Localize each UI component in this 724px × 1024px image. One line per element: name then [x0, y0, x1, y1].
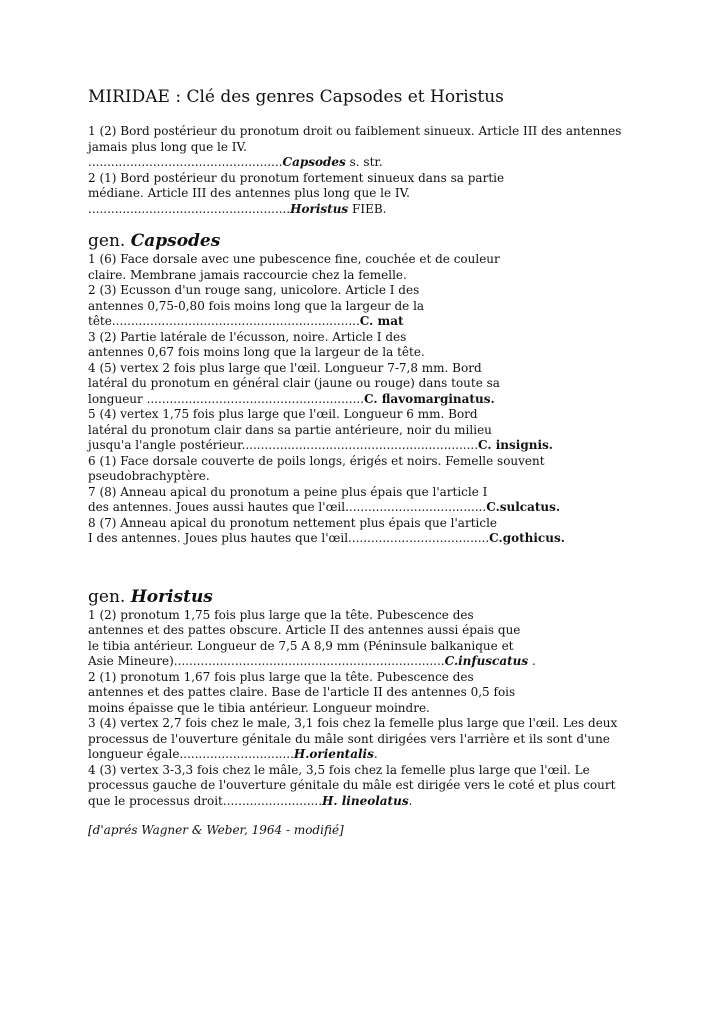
key-line: [88, 299, 648, 315]
key-line-text: claire. Membrane jamais raccourcie chez la femelle.: [88, 267, 407, 282]
taxon-name: C. mat: [359, 314, 404, 328]
taxon-suffix: FIEB.: [348, 201, 387, 216]
key-line-text: Asie Mineure).......................................................................: [88, 654, 445, 668]
key-line: [88, 608, 648, 624]
key-line: [88, 392, 648, 408]
key-line: [88, 454, 648, 470]
key-line: [88, 330, 648, 346]
document-page: [88, 86, 648, 837]
key-line-text: .....................................................: [88, 201, 291, 216]
key-line-text: antennes 0,67 fois moins long que la largeur de la tête.: [88, 345, 425, 359]
key-line-text: 6 (1) Face dorsale couverte de poils longs, érigés et noirs. Femelle souvent: [88, 453, 545, 468]
key-line-text: processus de l'ouverture génitale du mâle sont dirigées vers l'arrière et ils sont d'une: [88, 731, 610, 746]
key-line: [88, 685, 648, 701]
key-line-text: ...................................................: [88, 155, 283, 169]
key-line: [88, 407, 648, 423]
taxon-name: C. insignis.: [478, 438, 553, 452]
taxon-suffix: .: [373, 747, 378, 761]
capsodes-heading: [88, 230, 648, 252]
key-line-text: 1 (2) Bord postérieur du pronotum droit ou faiblement sinueux. Article III des antennes: [88, 124, 622, 138]
key-line-text: 2 (1) Bord postérieur du pronotum fortement sinueux dans sa partie: [88, 170, 505, 185]
taxon-name: Horistus: [290, 201, 349, 216]
capsodes-heading-prefix: gen.: [88, 231, 131, 251]
horistus-key: [88, 608, 648, 810]
key-line: [88, 438, 648, 454]
horistus-heading-prefix: gen.: [88, 586, 131, 607]
key-line: [88, 186, 648, 202]
key-line-text: antennes 0,75-0,80 fois moins long que la largeur de la: [88, 298, 425, 313]
key-line: [88, 701, 648, 717]
key-line: [88, 670, 648, 686]
key-line-text: 1 (6) Face dorsale avec une pubescence fine, couchée et de couleur: [88, 252, 500, 266]
key-line: [88, 639, 648, 655]
key-line-text: jusqu'a l'angle postérieur..............................................................: [88, 438, 479, 452]
key-line: [88, 202, 648, 218]
key-line: [88, 654, 648, 670]
key-line-text: des antennes. Joues aussi hautes que l'œil.....................................: [88, 500, 487, 514]
key-line-text: longueur égale..............................: [88, 747, 294, 761]
key-line-text: que le processus droit..........................: [88, 793, 323, 808]
key-line: [88, 747, 648, 763]
key-line-text: le tibia antérieur. Longueur de 7,5 A 8,9 mm (Péninsule balkanique et: [88, 638, 514, 653]
key-line: [88, 124, 648, 140]
key-line-text: 4 (3) vertex 3-3,3 fois chez le mâle, 3,5 fois chez la femelle plus large que l'œil. Le: [88, 762, 590, 777]
taxon-name: C.infuscatus: [444, 654, 529, 668]
key-line: [88, 283, 648, 299]
key-line: [88, 531, 648, 547]
key-line: [88, 732, 648, 748]
genera-key: [88, 124, 648, 217]
key-line-text: I des antennes. Joues plus hautes que l'œil.....................................: [88, 531, 490, 545]
horistus-heading: [88, 586, 648, 608]
taxon-name: H.orientalis: [293, 747, 374, 761]
key-line-text: médiane. Article III des antennes plus long que le IV.: [88, 186, 410, 200]
taxon-name: Capsodes: [282, 155, 346, 169]
capsodes-key: [88, 252, 648, 547]
capsodes-heading-name: Capsodes: [130, 231, 221, 251]
key-line: [88, 778, 648, 794]
key-line-text: pseudobrachyptère.: [88, 469, 210, 483]
key-line: [88, 763, 648, 779]
key-line: [88, 252, 648, 268]
key-line-text: tête.................................................................: [88, 314, 360, 328]
taxon-suffix: .: [528, 654, 536, 668]
key-line: [88, 345, 648, 361]
key-line: [88, 376, 648, 392]
key-line: [88, 361, 648, 377]
key-line: [88, 469, 648, 485]
taxon-name: C.sulcatus.: [486, 500, 561, 514]
horistus-heading-name: Horistus: [130, 586, 213, 607]
key-line: [88, 155, 648, 171]
key-line-text: 3 (2) Partie latérale de l'écusson, noire. Article I des: [88, 329, 407, 344]
key-line-text: 3 (4) vertex 2,7 fois chez le male, 3,1 fois chez la femelle plus large que l'œil. Les deux: [88, 716, 618, 730]
key-line-text: 7 (8) Anneau apical du pronotum a peine plus épais que l'article I: [88, 484, 488, 499]
key-line-text: 5 (4) vertex 1,75 fois plus large que l'œil. Longueur 6 mm. Bord: [88, 407, 478, 421]
taxon-name: C.gothicus.: [489, 531, 565, 545]
key-line: [88, 516, 648, 532]
key-line-text: longueur .........................................................: [88, 391, 365, 406]
key-line: [88, 500, 648, 516]
key-line-text: latéral du pronotum clair dans sa partie antérieure, noir du milieu: [88, 422, 492, 437]
taxon-suffix: s. str.: [345, 155, 383, 169]
key-line: [88, 623, 648, 639]
key-line: [88, 423, 648, 439]
key-line: [88, 171, 648, 187]
source-citation: [d'aprés Wagner & Weber, 1964 - modifié]: [88, 823, 344, 837]
key-line: [88, 716, 648, 732]
key-line-text: latéral du pronotum en général clair (jaune ou rouge) dans toute sa: [88, 376, 500, 390]
key-line: [88, 314, 648, 330]
key-line-text: antennes et des pattes obscure. Article II des antennes aussi épais que: [88, 623, 521, 637]
key-line-text: 2 (3) Ecusson d'un rouge sang, unicolore. Article I des: [88, 283, 420, 297]
key-line-text: 4 (5) vertex 2 fois plus large que l'œil. Longueur 7-7,8 mm. Bord: [88, 360, 482, 375]
key-line: [88, 485, 648, 501]
key-line-text: antennes et des pattes claire. Base de l'article II des antennes 0,5 fois: [88, 685, 516, 699]
key-line-text: 2 (1) pronotum 1,67 fois plus large que la tête. Pubescence des: [88, 669, 474, 684]
key-line: [88, 794, 648, 810]
key-line-text: 1 (2) pronotum 1,75 fois plus large que la tête. Pubescence des: [88, 607, 474, 622]
key-line-text: 8 (7) Anneau apical du pronotum nettement plus épais que l'article: [88, 515, 498, 530]
taxon-name: H. lineolatus: [322, 793, 409, 808]
key-line-text: moins épaisse que le tibia antérieur. Longueur moindre.: [88, 700, 430, 715]
taxon-name: C. flavomarginatus.: [364, 391, 495, 406]
key-line: [88, 140, 648, 156]
key-line-text: processus gauche de l'ouverture génitale du mâle est dirigée vers le coté et plus court: [88, 778, 616, 792]
taxon-suffix: .: [408, 793, 413, 808]
key-line: [88, 268, 648, 284]
page-title: MIRIDAE : Clé des genres Capsodes et Horistus: [88, 87, 504, 107]
key-line-text: jamais plus long que le IV.: [88, 139, 247, 154]
